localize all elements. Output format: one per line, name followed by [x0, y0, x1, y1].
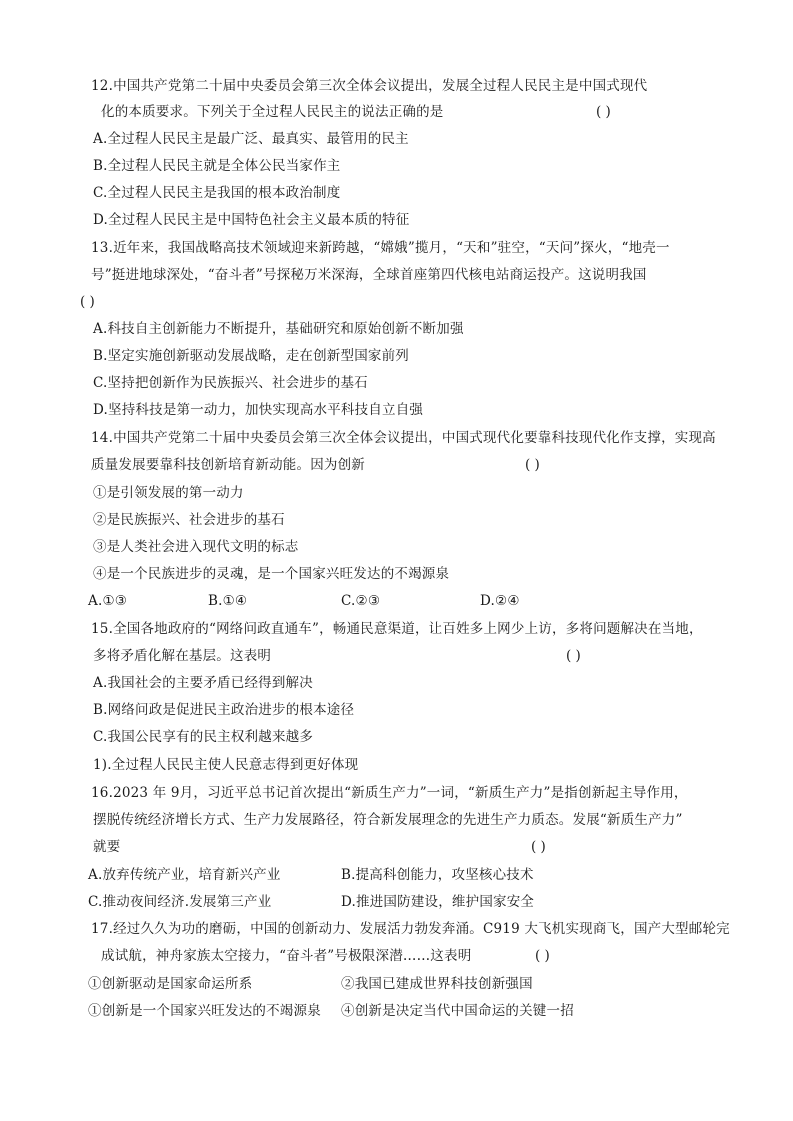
q12-stem-line-1: 12.中国共产党第二十届中央委员会第三次全体会议提出，发展全过程人民民主是中国式现代 — [91, 78, 648, 94]
q17-answer-blank: ( ) — [535, 948, 550, 964]
q13-option-a: A.科技自主创新能力不断提升，基础研究和原始创新不断加强 — [93, 321, 464, 337]
q14-choice-a: A.①③ — [88, 593, 128, 609]
q16-option-b: B.提高科创能力，攻坚核心技术 — [341, 867, 534, 883]
q17-stem-line-2: 成试航，神舟家族太空接力，“奋斗者”号极限深潜……这表明 — [101, 948, 472, 964]
q13-option-b: B.坚定实施创新驱动发展战略，走在创新型国家前列 — [93, 348, 410, 364]
q13-stem-line-2: 号”挺进地球深处，“奋斗者”号探秘万米深海，全球首座第四代核电站商运投产。这说明我国 — [91, 267, 647, 283]
q17-item-3: ①创新是一个国家兴旺发达的不竭源泉 — [88, 1003, 321, 1019]
q14-stem-line-1: 14.中国共产党第二十届中央委员会第三次全体会议提出，中国式现代化要靠科技现代化作支撑，实现高 — [91, 430, 716, 446]
q14-stem-line-2: 质量发展要靠科技创新培育新动能。因为创新 — [91, 457, 365, 473]
q16-stem-line-2: 摆脱传统经济增长方式、生产力发展路径，符合新发展理念的先进生产力质态。发展“新质生产力” — [93, 812, 683, 828]
q17-item-1: ①创新驱动是国家命运所系 — [88, 976, 253, 992]
q12-stem-line-2: 化的本质要求。下列关于全过程人民民主的说法正确的是 — [101, 104, 444, 120]
q16-option-a: A.放弃传统产业，培育新兴产业 — [88, 867, 281, 883]
q15-option-b: B.网络问政是促进民主政治进步的根本途径 — [93, 702, 355, 718]
q14-answer-blank: ( ) — [525, 457, 540, 473]
q16-option-d: D.推进国防建设，维护国家安全 — [341, 894, 535, 910]
q12-option-b: B.全过程人民民主就是全体公民当家作主 — [93, 158, 341, 174]
q13-stem-line-1: 13.近年来，我国战略高技术领域迎来新跨越，“嫦娥”揽月，“天和”驻空，“天问”探火，“地壳一 — [91, 240, 670, 256]
q13-option-d: D.坚持科技是第一动力，加快实现高水平科技自立自强 — [93, 402, 424, 418]
q14-item-2: ②是民族振兴、社会进步的基石 — [93, 512, 285, 528]
q12-option-c: C.全过程人民民主是我国的根本政治制度 — [93, 185, 341, 201]
q16-stem-line-1: 16.2023 年 9月，习近平总书记首次提出“新质生产力”一词，“新质生产力”是指创新起主导作用， — [91, 785, 688, 801]
q15-stem-line-1: 15.全国各地政府的“网络问政直通车”，畅通民意渠道，让百姓多上网少上访，多将问题解决在当地， — [91, 621, 703, 637]
q14-item-4: ④是一个民族进步的灵魂，是一个国家兴旺发达的不竭源泉 — [93, 566, 450, 582]
q12-option-a: A.全过程人民民主是最广泛、最真实、最管用的民主 — [93, 131, 409, 147]
q14-choice-d: D.②④ — [480, 593, 520, 609]
q16-stem-line-3: 就要 — [93, 839, 121, 855]
q14-choice-b: B.①④ — [208, 593, 248, 609]
q13-option-c: C.坚持把创新作为民族振兴、社会进步的基石 — [93, 375, 368, 391]
q15-option-a: A.我国社会的主要矛盾已经得到解决 — [93, 675, 313, 691]
q15-stem-line-2: 多将矛盾化解在基层。这表明 — [93, 648, 272, 664]
q17-item-2: ②我国已建成世界科技创新强国 — [341, 976, 533, 992]
q15-answer-blank: ( ) — [566, 648, 581, 664]
q12-answer-blank: ( ) — [596, 104, 611, 120]
q15-option-d: 1).全过程人民民主使人民意志得到更好体现 — [93, 757, 359, 773]
q16-answer-blank: ( ) — [531, 839, 546, 855]
q16-option-c: C.推动夜间经济.发展第三产业 — [88, 894, 272, 910]
q14-item-3: ③是人类社会进入现代文明的标志 — [93, 539, 299, 555]
q15-option-c: C.我国公民享有的民主权利越来越多 — [93, 729, 314, 745]
q14-choice-c: C.②③ — [341, 593, 381, 609]
q17-stem-line-1: 17.经过久久为功的磨砺，中国的创新动力、发展活力勃发奔涌。C919 大飞机实现商飞，国产大型邮轮完 — [91, 921, 730, 937]
q14-item-1: ①是引领发展的第一动力 — [93, 485, 244, 501]
q12-option-d: D.全过程人民民主是中国特色社会主义最本质的特征 — [93, 212, 410, 228]
q17-item-4: ④创新是决定当代中国命运的关键一招 — [341, 1003, 574, 1019]
q13-answer-blank: ( ) — [80, 294, 95, 310]
